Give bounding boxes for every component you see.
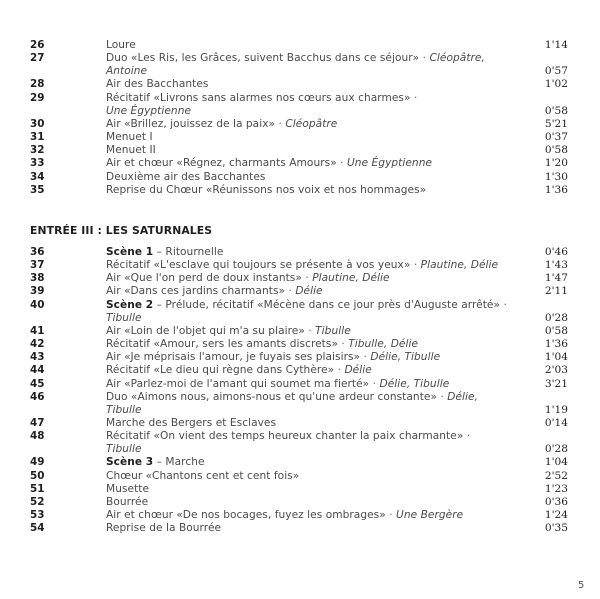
track-number: 49 (30, 456, 45, 469)
track-number: 47 (30, 416, 45, 429)
track-number: 32 (30, 144, 45, 157)
track-title (106, 52, 485, 65)
track-number: 50 (30, 469, 45, 482)
track-row-continuation (0, 312, 600, 325)
track-duration: 0'36 (544, 495, 568, 508)
track-row (0, 522, 600, 535)
track-title-text: Chœur «Chantons cent et cent fois» (106, 469, 300, 482)
track-title (106, 131, 153, 144)
track-title (106, 157, 432, 170)
track-duration: 1'20 (544, 157, 568, 170)
track-title (106, 391, 478, 404)
track-title (106, 171, 265, 184)
scene-label: Scène 2 (106, 298, 154, 311)
separator: · (372, 377, 377, 390)
track-row (0, 118, 600, 131)
track-title-text: Menuet II (106, 144, 156, 157)
track-number: 41 (30, 324, 45, 337)
track-title-text: Loure (106, 39, 136, 51)
track-row (0, 52, 600, 65)
track-number: 53 (30, 509, 45, 521)
track-roles: Tibulle (106, 403, 142, 416)
track-row (0, 391, 600, 404)
track-number: 42 (30, 338, 45, 351)
track-title (106, 92, 417, 105)
track-title (106, 299, 507, 312)
track-title-text: Récitatif «L'esclave qui toujours se présente à vos yeux» (106, 259, 411, 272)
separator: · (389, 509, 393, 521)
track-title (106, 338, 418, 351)
track-number: 52 (30, 495, 45, 508)
track-row (0, 259, 600, 272)
track-row (0, 470, 600, 483)
track-duration: 1'43 (544, 259, 568, 272)
separator: · (413, 91, 418, 104)
track-number: 37 (30, 259, 45, 272)
track-roles: Tibulle (106, 311, 142, 324)
track-row (0, 483, 600, 496)
track-title-text: Musette (106, 482, 150, 495)
track-row (0, 157, 600, 170)
track-row (0, 496, 600, 509)
track-roles: Tibulle (106, 443, 142, 456)
track-duration: 3'21 (544, 377, 568, 390)
separator: · (503, 298, 507, 311)
scene-label: Scène 1 (106, 246, 154, 258)
separator: · (440, 390, 444, 403)
track-duration: 0'46 (544, 246, 568, 258)
track-row (0, 325, 600, 338)
track-row-continuation (0, 443, 600, 456)
track-title-text: Deuxième air des Bacchantes (106, 170, 266, 183)
track-title (106, 417, 276, 430)
track-row (0, 144, 600, 157)
track-row-continuation (0, 65, 600, 78)
track-roles: Cléopâtre, (429, 52, 485, 65)
track-title-text: Menuet I (106, 131, 153, 144)
track-title (106, 118, 337, 131)
track-number: 44 (30, 364, 45, 377)
separator: · (340, 157, 344, 170)
separator: · (278, 117, 282, 130)
track-title-text: Récitatif «Amour, sers les amants discrets» (106, 338, 338, 351)
track-row (0, 299, 600, 312)
track-title-text: Bourrée (106, 495, 149, 508)
track-title-text: Air «Loin de l'objet qui m'a su plaire» (106, 324, 305, 337)
track-row (0, 92, 600, 105)
track-row (0, 430, 600, 443)
track-roles: Tibulle, Délie (348, 338, 419, 351)
track-duration: 0'58 (544, 104, 568, 117)
track-roles: Une Égyptienne (347, 157, 433, 170)
track-title-text: – Ritournelle (156, 246, 224, 258)
track-number: 36 (30, 246, 45, 258)
track-roles: Une Bergère (396, 509, 464, 521)
track-duration: 1'47 (544, 272, 568, 285)
track-title-continuation (106, 65, 147, 78)
separator: · (341, 338, 345, 351)
track-row-continuation (0, 105, 600, 118)
track-number: 26 (30, 39, 45, 51)
track-number: 39 (30, 285, 45, 298)
track-title-text: – Marche (156, 456, 205, 469)
track-number: 46 (30, 390, 45, 403)
track-title-text: Air «Dans ces jardins charmants» (106, 285, 286, 298)
track-title-text: Marche des Bergers et Esclaves (106, 416, 277, 429)
track-row (0, 456, 600, 469)
track-number: 45 (30, 377, 45, 390)
scene-label: Scène 3 (106, 456, 154, 469)
track-title-text: Récitatif «On vient des temps heureux chanter la paix charmante» (106, 430, 464, 443)
track-row (0, 171, 600, 184)
track-title-text: Air et chœur «De nos bocages, fuyez les ombrages» (106, 509, 386, 521)
track-roles: Antoine (106, 65, 148, 78)
track-roles: Cléopâtre (285, 117, 338, 130)
track-row-continuation (0, 404, 600, 417)
track-duration: 1'02 (544, 78, 568, 91)
track-number: 28 (30, 78, 45, 91)
track-roles: Délie, (447, 390, 479, 403)
track-duration: 1'36 (544, 183, 568, 196)
track-row (0, 338, 600, 351)
separator: · (413, 259, 418, 272)
track-title-continuation (106, 105, 191, 118)
track-title-text: Duo «Aimons nous, aimons-nous et qu'une ardeur constante» (106, 390, 437, 403)
track-title-continuation (106, 312, 142, 325)
track-title-continuation (106, 443, 142, 456)
track-title-text: Air et chœur «Régnez, charmants Amours» (106, 157, 337, 170)
track-duration: 0'57 (544, 65, 568, 78)
track-number: 43 (30, 351, 45, 364)
track-title (106, 378, 449, 391)
track-row (0, 246, 600, 259)
track-title-text: Air «Brillez, jouissez de la paix» (106, 117, 276, 130)
track-title-text: Air «Parlez-moi de l'amant qui soumet ma fierté» (106, 377, 370, 390)
track-title (106, 364, 372, 377)
track-title (106, 456, 205, 469)
track-number: 30 (30, 117, 45, 130)
track-row (0, 417, 600, 430)
track-roles: Délie (344, 364, 372, 377)
track-number: 54 (30, 522, 45, 535)
track-duration: 0'28 (544, 311, 568, 324)
track-title-text: Air «Je méprisais l'amour, je fuyais ses plaisirs» (106, 351, 361, 364)
track-title-text: Reprise de la Bourrée (106, 522, 222, 535)
track-title-text: Récitatif «Livrons sans alarmes nos cœurs aux charmes» (106, 91, 411, 104)
track-title-text: Duo «Les Ris, les Grâces, suivent Bacchus dans ce séjour» (106, 52, 420, 65)
track-title-text: Air des Bacchantes (106, 78, 209, 91)
track-row (0, 78, 600, 91)
separator: · (305, 272, 309, 285)
track-duration: 5'21 (544, 117, 568, 130)
track-title (106, 78, 208, 91)
separator: · (337, 364, 342, 377)
track-number: 51 (30, 482, 45, 495)
track-row (0, 184, 600, 197)
separator: · (308, 324, 312, 337)
track-duration: 1'30 (544, 170, 568, 183)
track-row (0, 131, 600, 144)
track-duration: 0'14 (544, 416, 568, 429)
track-roles: Délie, Tibulle (370, 351, 441, 364)
track-number: 31 (30, 131, 45, 144)
track-title-text: – Prélude, récitatif «Mécène dans ce jour près d'Auguste arrêté» (156, 298, 501, 311)
track-row (0, 39, 600, 52)
separator: · (466, 430, 471, 443)
track-duration: 2'03 (544, 364, 568, 377)
track-row (0, 509, 600, 522)
track-duration: 1'14 (544, 39, 568, 51)
track-number: 40 (30, 298, 45, 311)
track-row (0, 364, 600, 377)
track-duration: 1'04 (544, 456, 568, 469)
track-duration: 0'58 (544, 144, 568, 157)
track-title (106, 39, 136, 52)
track-title-text: Air «Que l'on perd de doux instants» (106, 272, 302, 285)
track-roles: Tibulle (315, 324, 351, 337)
track-title (106, 351, 440, 364)
track-number: 38 (30, 272, 45, 285)
track-duration: 0'37 (544, 131, 568, 144)
track-title (106, 509, 463, 522)
track-title (106, 325, 351, 338)
track-duration: 1'19 (544, 403, 568, 416)
track-number: 27 (30, 52, 45, 65)
separator: · (422, 52, 427, 65)
track-number: 29 (30, 91, 45, 104)
track-number: 48 (30, 430, 45, 443)
track-roles: Une Égyptienne (106, 104, 192, 117)
track-title-text: Récitatif «Le dieu qui règne dans Cythère» (106, 364, 335, 377)
track-title (106, 285, 323, 298)
track-title-text: Reprise du Chœur «Réunissons nos voix et nos hommages» (106, 183, 427, 196)
track-duration: 1'24 (544, 509, 568, 521)
track-duration: 2'52 (544, 469, 568, 482)
track-duration: 1'04 (544, 351, 568, 364)
track-duration: 0'35 (544, 522, 568, 535)
track-roles: Délie, Tibulle (379, 377, 450, 390)
separator: · (288, 285, 292, 298)
track-duration: 1'23 (544, 482, 568, 495)
separator: · (363, 351, 367, 364)
track-number: 34 (30, 170, 45, 183)
page-number: 5 (578, 580, 585, 591)
track-duration: 2'11 (544, 285, 568, 298)
track-title-continuation (106, 404, 142, 417)
track-title (106, 430, 470, 443)
track-title (106, 246, 223, 259)
track-duration: 1'36 (544, 338, 568, 351)
track-row (0, 378, 600, 391)
track-row (0, 285, 600, 298)
track-number: 35 (30, 183, 45, 196)
track-title (106, 470, 299, 483)
track-roles: Plautine, Délie (420, 259, 499, 272)
track-number: 33 (30, 157, 45, 170)
track-title (106, 272, 390, 285)
track-roles: Délie (295, 285, 323, 298)
track-duration: 0'58 (544, 324, 568, 337)
track-duration: 0'28 (544, 443, 568, 456)
track-roles: Plautine, Délie (312, 272, 390, 285)
track-row (0, 351, 600, 364)
track-title (106, 483, 149, 496)
track-title (106, 496, 148, 509)
track-row (0, 272, 600, 285)
track-title (106, 259, 498, 272)
track-title (106, 144, 156, 157)
track-title (106, 184, 426, 197)
track-title (106, 522, 221, 535)
section-heading: ENTRÉE III : LES SATURNALES (30, 224, 213, 237)
